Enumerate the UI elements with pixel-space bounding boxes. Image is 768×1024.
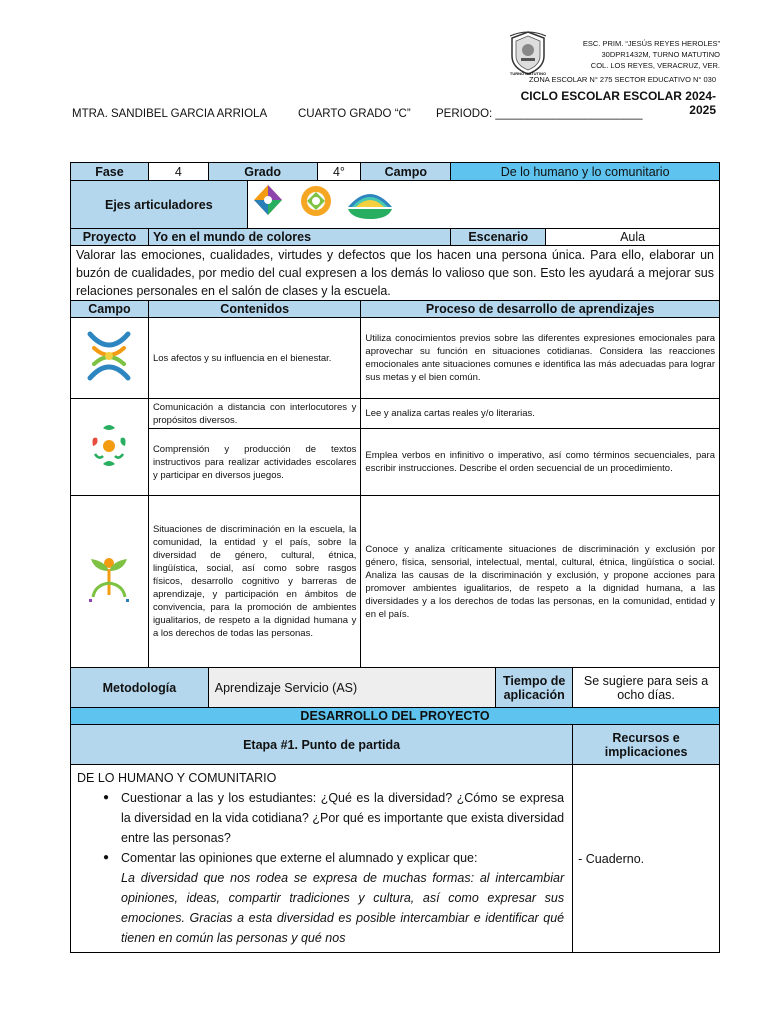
school-line: ESC. PRIM. “JESÚS REYES HEROLES” <box>582 39 720 48</box>
section-title: DE LO HUMANO Y COMUNITARIO <box>77 771 277 785</box>
ejes-row <box>71 181 720 229</box>
school-line: COL. LOS REYES, VERACRUZ, VER. <box>590 61 720 70</box>
content-row <box>71 429 720 496</box>
lenguajes-icon <box>89 422 129 468</box>
campo-icon-cell <box>71 496 149 668</box>
ejes-icons <box>247 181 719 229</box>
school-info <box>570 38 720 71</box>
info-row <box>71 163 720 181</box>
contenido-text: Los afectos y su influencia en el bienestar. <box>148 318 360 399</box>
metodologia-label: Metodología <box>71 668 209 708</box>
teacher-name: MTRA. SANDIBEL GARCIA ARRIOLA <box>72 108 268 120</box>
desarrollo-title: DESARROLLO DEL PROYECTO <box>71 708 720 725</box>
methodology-row <box>71 668 720 708</box>
tiempo-value: Se sugiere para seis a ocho días. <box>573 668 720 708</box>
proceso-text: Lee y analiza cartas reales y/o literarias. <box>361 399 720 429</box>
period-label: PERIODO: _______________________ <box>436 108 643 120</box>
content-row <box>71 399 720 429</box>
description-row <box>71 246 720 301</box>
project-description: Valorar las emociones, cualidades, virtudes y defectos que los hacen una persona única. Para ello, elaborar un buzón de cualidades, por medio del cual expresen a los demás lo valioso que son. Esto les ayudará a mejorar sus relaciones personales en el salón de clases y la escuela. <box>71 246 720 301</box>
escenario-value: Aula <box>546 229 720 246</box>
contenido-text: Situaciones de discriminación en la escuela, la comunidad, la entidad y el país, sobre la diversidad de género, cultural, étnica, lingüística, social, así como sobre rasgos físicos, desarrollo cognitivo y barreras de aprendizaje, y participación en ámbitos de convivencia, para la promoción de ambientes igualitarios, de respeto a la dignidad humana y a los derechos de todas las personas. <box>148 496 360 668</box>
grado-value: 4° <box>317 163 361 181</box>
ejes-label: Ejes articuladores <box>71 181 248 229</box>
columns-header-row <box>71 301 720 318</box>
logo-caption: TURNO MATUTINO <box>509 71 547 76</box>
grade-label: CUARTO GRADO “C” <box>298 108 411 120</box>
col-proceso: Proceso de desarrollo de aprendizajes <box>361 301 720 318</box>
campo-value: De lo humano y lo comunitario <box>451 163 720 181</box>
humano-comunitario-icon <box>85 553 133 605</box>
ejes-circle-icon <box>301 186 331 216</box>
grado-label: Grado <box>208 163 317 181</box>
desarrollo-row <box>71 708 720 725</box>
campo-icon-cell <box>71 318 149 399</box>
etapa-body-row <box>71 765 720 953</box>
bullet-item: ● Comentar las opiniones que externe el alumnado y explicar que: <box>77 848 564 868</box>
metodologia-value: Aprendizaje Servicio (AS) <box>208 668 495 708</box>
ejes-rainbow-icon <box>348 194 392 219</box>
proyecto-label: Proyecto <box>71 229 149 246</box>
col-campo: Campo <box>71 301 149 318</box>
ejes-puzzle-icon <box>254 185 282 215</box>
school-zone: ZONA ESCOLAR N° 275 SECTOR EDUCATIVO N° 030 <box>528 75 716 84</box>
campo-icon-cell <box>71 399 149 496</box>
planning-table <box>70 162 720 953</box>
content-row <box>71 318 720 399</box>
campo-label: Campo <box>361 163 451 181</box>
school-logo <box>507 30 549 76</box>
col-contenidos: Contenidos <box>148 301 360 318</box>
ejes-icons-svg <box>248 181 408 223</box>
school-line: 30DPR1432M, TURNO MATUTINO <box>601 50 720 59</box>
fase-label: Fase <box>71 163 149 181</box>
escenario-label: Escenario <box>451 229 546 246</box>
proceso-text: Conoce y analiza críticamente situaciones de discriminación y exclusión por género, física, sensorial, intelectual, mental, cultural, étnica, lingüística o social. Analiza las causas de la discriminación y exclusión, y propone acciones para promover ambientes igualitarios, de respeto a la dignidad humana, a las diversidades y a los derechos de todas las personas, en la comunidad, entidad y en el país. <box>361 496 720 668</box>
etapa-row <box>71 725 720 765</box>
recursos-value: - Cuaderno. <box>573 765 720 953</box>
etapa-title: Etapa #1. Punto de partida <box>71 725 573 765</box>
proceso-text: Utiliza conocimientos previos sobre las diferentes expresiones emocionales para aprovechar su función en situaciones cotidianas. Considera las reacciones emocionales ante situaciones comunes e identifica las más adecuadas para lograr sus metas y el bien común. <box>361 318 720 399</box>
fase-value: 4 <box>148 163 208 181</box>
proceso-text: Emplea verbos en infinitivo o imperativo, así como términos secuenciales, para escribir instrucciones. Describe el orden secuencial de un procedimiento. <box>361 429 720 496</box>
proyecto-row <box>71 229 720 246</box>
contenido-text: Comprensión y producción de textos instructivos para realizar actividades escolares y participar en diversos juegos. <box>148 429 360 496</box>
tiempo-label: Tiempo de aplicación <box>496 668 573 708</box>
contenido-text: Comunicación a distancia con interlocutores y propósitos diversos. <box>148 399 360 429</box>
etapa-body <box>71 765 573 953</box>
recursos-header: Recursos e implicaciones <box>573 725 720 765</box>
proyecto-value: Yo en el mundo de colores <box>148 229 450 246</box>
content-row <box>71 496 720 668</box>
bullet-item: ● Cuestionar a las y los estudiantes: ¿Qué es la diversidad? ¿Cómo se expresa la diversidad en la vida cotidiana? ¿Por qué es importante que exista diversidad entre las personas? <box>77 788 564 848</box>
etica-naturaleza-icon <box>84 328 134 384</box>
school-cycle: CICLO ESCOLAR ESCOLAR 2024-2025 <box>520 89 716 117</box>
quote-text: La diversidad que nos rodea se expresa de muchas formas: al intercambiar opiniones, ideas, compartir tradiciones y cultura, así como expresar sus emociones. Gracias a esta diversidad es posible intercambiar e identificar qué tienen en común las personas y qué nos <box>121 871 565 945</box>
